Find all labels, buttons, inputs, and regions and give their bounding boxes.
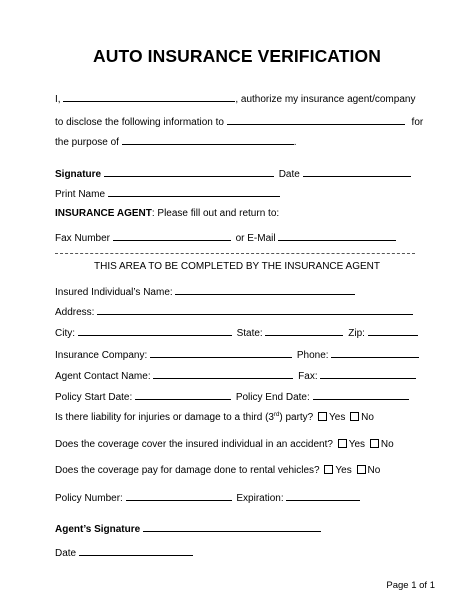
- insurance-agent-heading: INSURANCE AGENT: [55, 208, 152, 219]
- policy-start-label: Policy Start Date:: [55, 392, 133, 403]
- coverage-yes-checkbox[interactable]: [338, 439, 347, 448]
- disclose-to-field[interactable]: [227, 114, 405, 125]
- print-name-row: [55, 186, 280, 201]
- rental-yes-checkbox[interactable]: [324, 465, 333, 474]
- policy-start-field[interactable]: [135, 389, 231, 400]
- coverage-yes-label: Yes: [348, 439, 366, 450]
- intro-purpose-text: the purpose of: [55, 137, 119, 148]
- agent-fax-field[interactable]: [320, 368, 416, 379]
- zip-label: Zip:: [348, 328, 365, 339]
- insured-name-label: Insured Individual’s Name:: [55, 287, 173, 298]
- print-name-field[interactable]: [108, 186, 280, 197]
- intro-for-text: for: [411, 117, 424, 128]
- policy-end-field[interactable]: [313, 389, 409, 400]
- liability-yes-label: Yes: [329, 412, 346, 423]
- phone-label: Phone:: [296, 350, 329, 361]
- signature-date-label: Date: [278, 169, 300, 180]
- authorizer-name-field[interactable]: [63, 91, 235, 102]
- liability-no-label: No: [361, 412, 374, 423]
- state-field[interactable]: [265, 325, 343, 336]
- agent-contact-field[interactable]: [153, 368, 293, 379]
- rental-question-row: [55, 465, 380, 477]
- liability-question-row: [55, 412, 374, 424]
- signature-row: [55, 166, 411, 181]
- intro-authorize-text: , authorize my insurance agent/company: [235, 94, 416, 105]
- policy-number-label: Policy Number:: [55, 493, 123, 504]
- insured-name-field[interactable]: [175, 284, 355, 295]
- coverage-no-checkbox[interactable]: [370, 439, 379, 448]
- intro-line-1: [55, 91, 415, 106]
- liability-yes-checkbox[interactable]: [318, 412, 327, 421]
- state-label: State:: [236, 328, 263, 339]
- rental-no-label: No: [367, 465, 381, 476]
- expiration-field[interactable]: [286, 490, 360, 501]
- email-label: or E-Mail: [235, 233, 276, 244]
- signature-date-field[interactable]: [303, 166, 411, 177]
- expiration-label: Expiration:: [236, 493, 284, 504]
- agent-signature-row: [55, 521, 321, 536]
- signature-label: Signature: [55, 169, 102, 180]
- agent-fax-label: Fax:: [298, 371, 318, 382]
- rental-question-text: Does the coverage pay for damage done to rental vehicles?: [55, 465, 320, 476]
- fax-number-label: Fax Number: [55, 233, 111, 244]
- company-phone-row: [55, 347, 419, 362]
- policy-end-label: Policy End Date:: [235, 392, 310, 403]
- print-name-label: Print Name: [55, 189, 106, 200]
- agent-signature-field[interactable]: [143, 521, 321, 532]
- policy-number-row: [55, 490, 360, 505]
- agent-date-label: Date: [55, 548, 77, 559]
- address-field[interactable]: [97, 304, 413, 315]
- intro-line-3: [55, 134, 297, 149]
- agent-date-row: [55, 545, 193, 560]
- insurance-company-field[interactable]: [150, 347, 292, 358]
- insurance-company-label: Insurance Company:: [55, 350, 148, 361]
- page-number: Page 1 of 1: [386, 580, 435, 591]
- fax-email-row: [55, 230, 396, 245]
- zip-field[interactable]: [368, 325, 418, 336]
- insurance-agent-instruction: : Please fill out and return to:: [151, 208, 280, 219]
- insurance-agent-row: [55, 208, 279, 220]
- policy-dates-row: [55, 389, 409, 404]
- intro-line-2: [55, 114, 423, 129]
- agent-contact-row: [55, 368, 416, 383]
- address-label: Address:: [55, 307, 95, 318]
- purpose-field[interactable]: [122, 134, 294, 145]
- policy-number-field[interactable]: [126, 490, 232, 501]
- agent-section-heading: THIS AREA TO BE COMPLETED BY THE INSURANCE AGENT: [93, 261, 380, 272]
- form-title: AUTO INSURANCE VERIFICATION: [93, 46, 381, 66]
- city-label: City:: [55, 328, 75, 339]
- agent-signature-label: Agent’s Signature: [55, 524, 141, 535]
- address-row: [55, 304, 413, 319]
- section-divider: [55, 253, 415, 254]
- intro-period: .: [293, 137, 297, 148]
- intro-disclose-text: to disclose the following information to: [55, 117, 224, 128]
- agent-date-field[interactable]: [79, 545, 193, 556]
- intro-i-label: I,: [55, 94, 61, 105]
- coverage-no-label: No: [380, 439, 394, 450]
- liability-question-text: Is there liability for injuries or damage to a third (3: [55, 412, 274, 423]
- insured-name-row: [55, 284, 355, 299]
- agent-contact-label: Agent Contact Name:: [55, 371, 151, 382]
- rental-yes-label: Yes: [335, 465, 352, 476]
- coverage-question-text: Does the coverage cover the insured individual in an accident?: [55, 439, 333, 450]
- coverage-question-row: [55, 439, 394, 451]
- signature-field[interactable]: [104, 166, 274, 177]
- fax-number-field[interactable]: [113, 230, 231, 241]
- phone-field[interactable]: [331, 347, 419, 358]
- email-field[interactable]: [278, 230, 396, 241]
- liability-no-checkbox[interactable]: [350, 412, 359, 421]
- city-field[interactable]: [78, 325, 232, 336]
- city-state-zip-row: [55, 325, 418, 340]
- rental-no-checkbox[interactable]: [357, 465, 366, 474]
- liability-superscript: rd: [274, 412, 280, 418]
- liability-question-suffix: ) party?: [279, 412, 314, 423]
